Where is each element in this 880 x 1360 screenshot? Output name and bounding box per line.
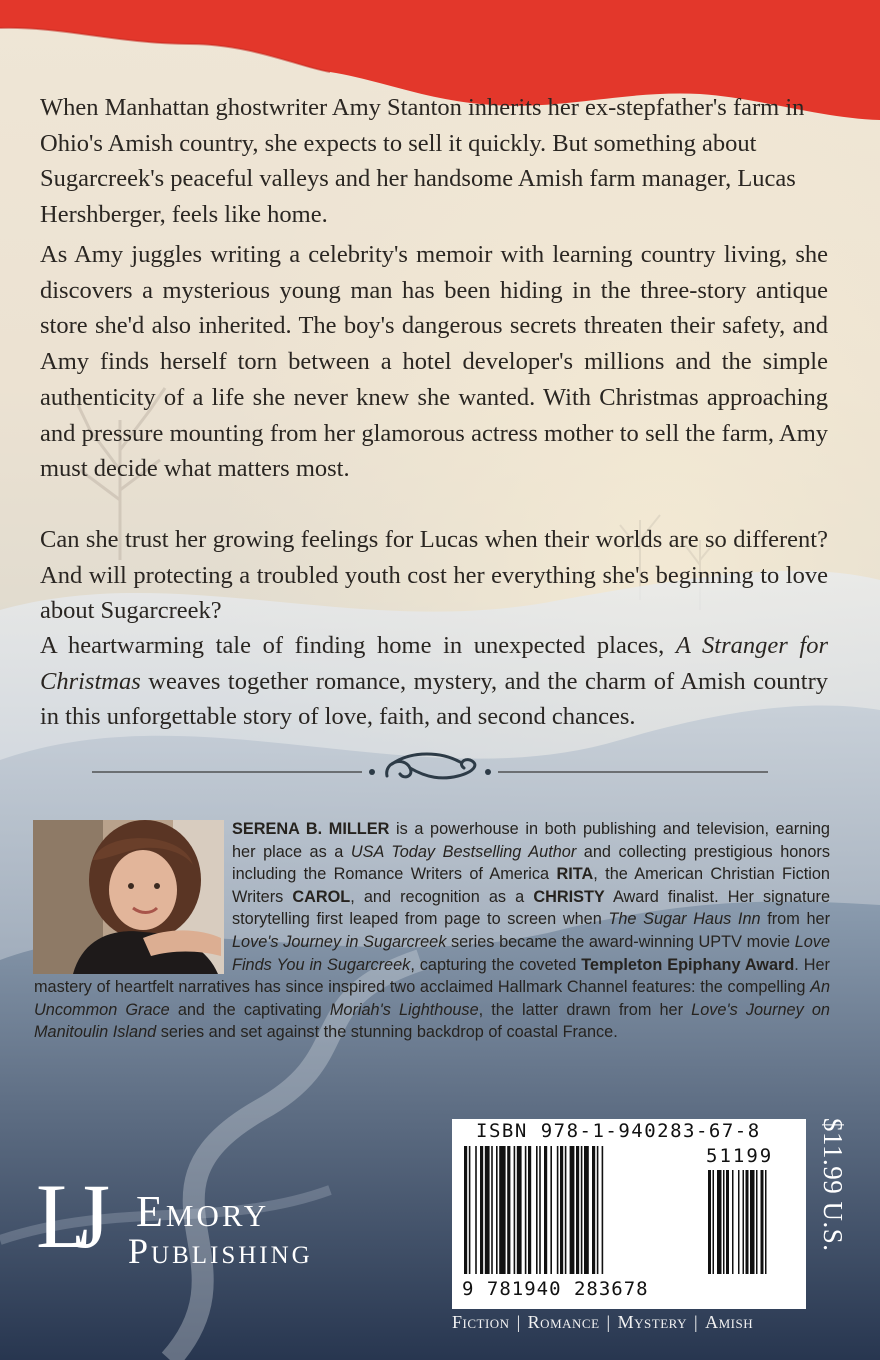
logo-lj: LJ xyxy=(36,1165,92,1267)
barcode-bar xyxy=(592,1146,595,1274)
blurb-p4-end: weaves together romance, mystery, and the charm of Amish country in this unforgettable story of love, faith, and second chances. xyxy=(40,667,828,731)
bio-rita: RITA xyxy=(556,865,594,884)
barcode-bar xyxy=(536,1146,538,1274)
barcode-bar xyxy=(469,1146,471,1274)
addon-bar xyxy=(708,1170,711,1274)
genre-fiction: Fiction xyxy=(452,1312,510,1332)
barcode-bar xyxy=(544,1146,547,1274)
price-label xyxy=(808,1118,848,1308)
bio-series-1: Love's Journey in Sugarcreek xyxy=(232,932,447,951)
blurb-paragraph-4 xyxy=(40,628,828,735)
author-name: SERENA B. MILLER xyxy=(232,820,390,838)
barcode-bar xyxy=(576,1146,579,1274)
barcode-bar xyxy=(496,1146,498,1274)
barcode-bar xyxy=(514,1146,516,1274)
barcode-icon xyxy=(460,1146,800,1286)
blurb-paragraph-3: Can she trust her growing feelings for Lucas when their worlds are so different? And will protecting a troubled youth cost her everything she's beginning to love about Sugarcreek? xyxy=(40,526,828,625)
genre-mystery: Mystery xyxy=(617,1312,687,1332)
bio-sugar-haus: The Sugar Haus Inn xyxy=(608,910,761,929)
barcode-bar xyxy=(565,1146,567,1274)
barcode-bar xyxy=(499,1146,505,1274)
addon-bar xyxy=(723,1170,725,1274)
addon-bar xyxy=(765,1170,767,1274)
genre-separator: | xyxy=(606,1312,611,1332)
barcode-bar xyxy=(584,1146,589,1274)
addon-bar xyxy=(717,1170,722,1274)
bio-text: , the American Christian Fiction Writers xyxy=(232,865,830,906)
bio-text: series and set against the stunning backdrop of coastal France. xyxy=(156,1023,618,1042)
bio-text: and collecting prestigious honors including the Romance Writers of America xyxy=(232,842,830,884)
genre-romance: Romance xyxy=(527,1312,600,1332)
barcode-bar xyxy=(528,1146,531,1274)
addon-bar xyxy=(761,1170,764,1274)
bio-text: is a powerhouse in both publishing and television, earning her place as a xyxy=(232,820,830,861)
bio-text: and the captivating xyxy=(169,1000,330,1019)
bio-usa-today: USA Today Bestselling Author xyxy=(350,842,577,861)
publisher-logo xyxy=(36,1165,396,1290)
barcode-bar xyxy=(480,1146,483,1274)
bio-uncommon-grace: An Uncommon Grace xyxy=(34,978,830,1019)
genre-amish: Amish xyxy=(705,1312,754,1332)
bio-text: , and recognition as a xyxy=(350,887,534,906)
barcode-bar xyxy=(581,1146,583,1274)
price-addon-code: 51199 xyxy=(706,1145,774,1167)
bio-text: , the latter drawn from her xyxy=(478,1000,692,1019)
blurb-p4-intro: A heartwarming tale of finding home in unexpected places, xyxy=(40,632,676,659)
barcode-bar xyxy=(464,1146,467,1274)
barcode-bar xyxy=(560,1146,563,1274)
barcode-bar xyxy=(539,1146,541,1274)
genre-separator: | xyxy=(693,1312,699,1332)
bio-moriah: Moriah's Lighthouse xyxy=(329,1000,479,1019)
addon-bar xyxy=(746,1170,749,1274)
bio-templeton: Templeton Epiphany Award xyxy=(581,955,795,974)
barcode-bar xyxy=(491,1146,493,1274)
barcode-bar xyxy=(550,1146,552,1274)
bio-text: Award finalist. Her signature storytelling first leaped from page to screen when xyxy=(232,887,830,929)
barcode-bar xyxy=(485,1146,490,1274)
barcode-bar xyxy=(475,1146,477,1274)
addon-bar xyxy=(732,1170,734,1274)
ornament-flourish-icon xyxy=(92,742,768,792)
barcode-bar xyxy=(525,1146,527,1274)
barcode-bar xyxy=(570,1146,575,1274)
genre-separator: | xyxy=(516,1312,521,1332)
addon-bar xyxy=(743,1170,745,1274)
addon-bar xyxy=(726,1170,729,1274)
author-bio xyxy=(34,818,830,1044)
bio-text: series became the award-winning UPTV movie xyxy=(446,932,795,951)
bio-movie: Love Finds You in Sugarcreek xyxy=(232,932,830,974)
bio-carol: CAROL xyxy=(292,887,351,906)
bio-text: , capturing the coveted xyxy=(410,955,582,974)
logo-publishing: Publishing xyxy=(128,1231,313,1271)
genre-list xyxy=(452,1312,806,1333)
barcode-bar xyxy=(517,1146,522,1274)
bio-text: from her xyxy=(760,910,830,929)
addon-bar xyxy=(713,1170,715,1274)
addon-bar xyxy=(738,1170,740,1274)
addon-bar xyxy=(756,1170,758,1274)
book-title-italic: A Stranger for Christmas xyxy=(40,632,828,695)
ean-digits: 9 781940 283678 xyxy=(462,1278,649,1300)
logo-emory: Emory xyxy=(136,1187,270,1236)
bio-christy: CHRISTY xyxy=(533,887,605,906)
barcode-bar xyxy=(597,1146,599,1274)
bio-text: . Her mastery of heartfelt narratives has since inspired two acclaimed Hallmark Channel features: the compelling xyxy=(34,955,830,997)
blurb-paragraph-1: When Manhattan ghostwriter Amy Stanton inherits her ex-stepfather's farm in Ohio's Amish country, she expects to sell it quickly. But something about Sugarcreek's peaceful valleys and her handsome Amish farm manager, Lucas Hershberger, feels like home. xyxy=(40,94,805,229)
barcode-bar xyxy=(602,1146,604,1274)
blurb-paragraph-2: As Amy juggles writing a celebrity's memoir with learning country living, she discovers a mysterious young man has been hiding in the three-story antique store she'd also inherited. The boy's dangerous secrets threaten their safety, and Amy finds herself torn between a hotel developer's millions and the simple authenticity of a life she never knew she wanted. With Christmas approaching and pressure mounting from her glamorous actress mother to sell the farm, Amy must decide what matters most. xyxy=(40,241,828,483)
isbn-label: ISBN 978-1-940283-67-8 xyxy=(476,1120,761,1142)
barcode-bar xyxy=(557,1146,559,1274)
barcode-bar xyxy=(507,1146,510,1274)
bio-series-2: Love's Journey on Manitoulin Island xyxy=(34,1000,830,1042)
price-text: $11.99 U.S. xyxy=(818,1118,848,1252)
addon-bar xyxy=(750,1170,755,1274)
